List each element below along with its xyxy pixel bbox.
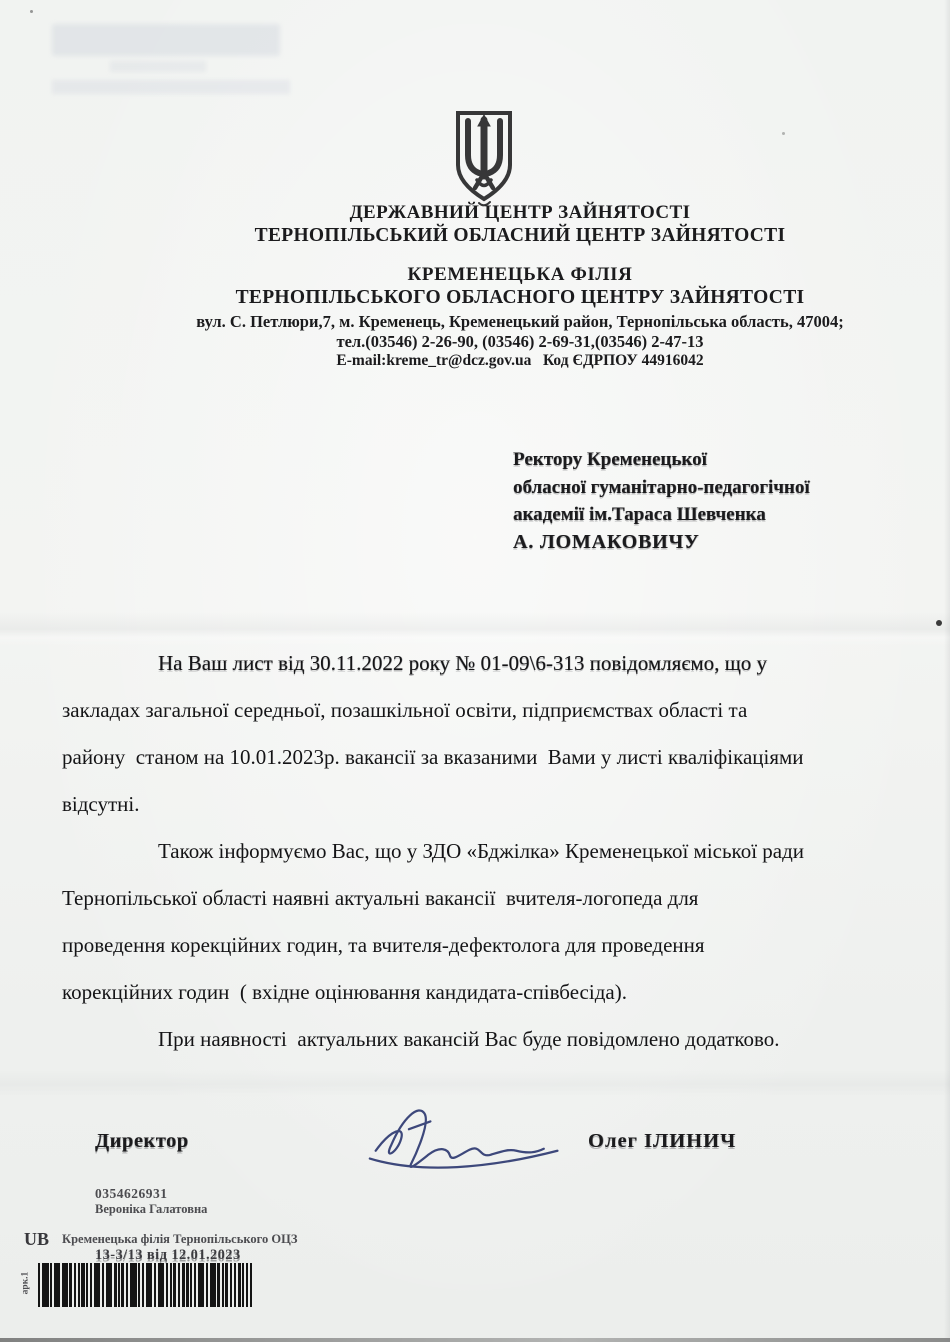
letter-body bbox=[62, 640, 902, 1063]
letterhead bbox=[90, 201, 950, 371]
body-line: Тернопільської області наявні актуальні вакансії вчителя-логопеда для bbox=[62, 886, 699, 910]
recipient-line: академії ім.Тараса Шевченка bbox=[513, 504, 766, 525]
operator-name-stamp: Вероніка Галатовна bbox=[95, 1202, 208, 1216]
body-line: проведення корекційних годин, та вчителя-дефектолога для проведення bbox=[62, 933, 705, 957]
signer-title: Директор bbox=[95, 1130, 189, 1152]
scan-edge-shadow bbox=[0, 1338, 950, 1342]
org-name-line2: ТЕРНОПІЛЬСЬКИЙ ОБЛАСНИЙ ЦЕНТР ЗАЙНЯТОСТІ bbox=[254, 225, 786, 247]
bleed-through-stamp bbox=[52, 24, 312, 94]
paper-crease bbox=[0, 1070, 950, 1096]
branch-name-line2: ТЕРНОПІЛЬСЬКОГО ОБЛАСНОГО ЦЕНТРУ ЗАЙНЯТОСТІ bbox=[235, 287, 805, 309]
recipient-block bbox=[513, 446, 903, 556]
recipient-line: А. ЛОМАКОВИЧУ bbox=[513, 530, 700, 553]
recipient-line: Ректору Кременецької bbox=[513, 449, 707, 470]
email-edrpou-line: E-mail:kreme_tr@dcz.gov.ua Код ЄДРПОУ 44916042 bbox=[336, 352, 704, 370]
address-line: вул. С. Петлюри,7, м. Кременець, Кременецький район, Тернопільська область, 47004; bbox=[196, 311, 844, 331]
body-line: При наявності актуальних вакансій Вас буде повідомлено додатково. bbox=[158, 1027, 780, 1051]
doc-number-stamp: 13-3/13 від 12.01.2023 bbox=[95, 1247, 241, 1263]
ink-speck bbox=[782, 132, 785, 135]
barcode bbox=[38, 1263, 252, 1307]
body-line: закладах загальної середньої, позашкільної освіти, підприємствах області та bbox=[62, 698, 748, 722]
branch-stamp: Кременецька філія Тернопільського ОЦЗ bbox=[62, 1232, 298, 1246]
phones-line: тел.(03546) 2-26-90, (03546) 2-69-31,(03546) 2-47-13 bbox=[336, 332, 704, 352]
body-line: На Ваш лист від 30.11.2022 року № 01-09\6-313 повідомляємо, що у bbox=[158, 651, 768, 675]
signer-name: Олег ІЛИНИЧ bbox=[588, 1130, 737, 1152]
ink-speck bbox=[30, 10, 33, 13]
body-line: Також інформуємо Вас, що у ЗДО «Бджілка» Кременецької міської ради bbox=[158, 839, 805, 863]
handwritten-signature bbox=[362, 1098, 577, 1180]
body-line: відсутні. bbox=[62, 792, 140, 816]
body-line: району станом на 10.01.2023р. вакансії за вказаними Вами у листі кваліфікаціями bbox=[62, 745, 804, 769]
recipient-line: обласної гуманітарно-педагогічної bbox=[513, 476, 810, 498]
registration-code-stamp: 0354626931 bbox=[95, 1186, 168, 1201]
ink-speck bbox=[936, 620, 942, 626]
sheet-label: арк.1 bbox=[20, 1271, 31, 1295]
org-name-line1: ДЕРЖАВНИЙ ЦЕНТР ЗАЙНЯТОСТІ bbox=[349, 202, 691, 223]
body-line: корекційних годин ( вхідне оцінювання кандидата-співбесіда). bbox=[62, 980, 627, 1004]
branch-name-line1: КРЕМЕНЕЦЬКА ФІЛІЯ bbox=[407, 263, 633, 285]
ub-mark: UB bbox=[24, 1229, 50, 1249]
tryzub-coat-of-arms-icon bbox=[452, 110, 516, 208]
